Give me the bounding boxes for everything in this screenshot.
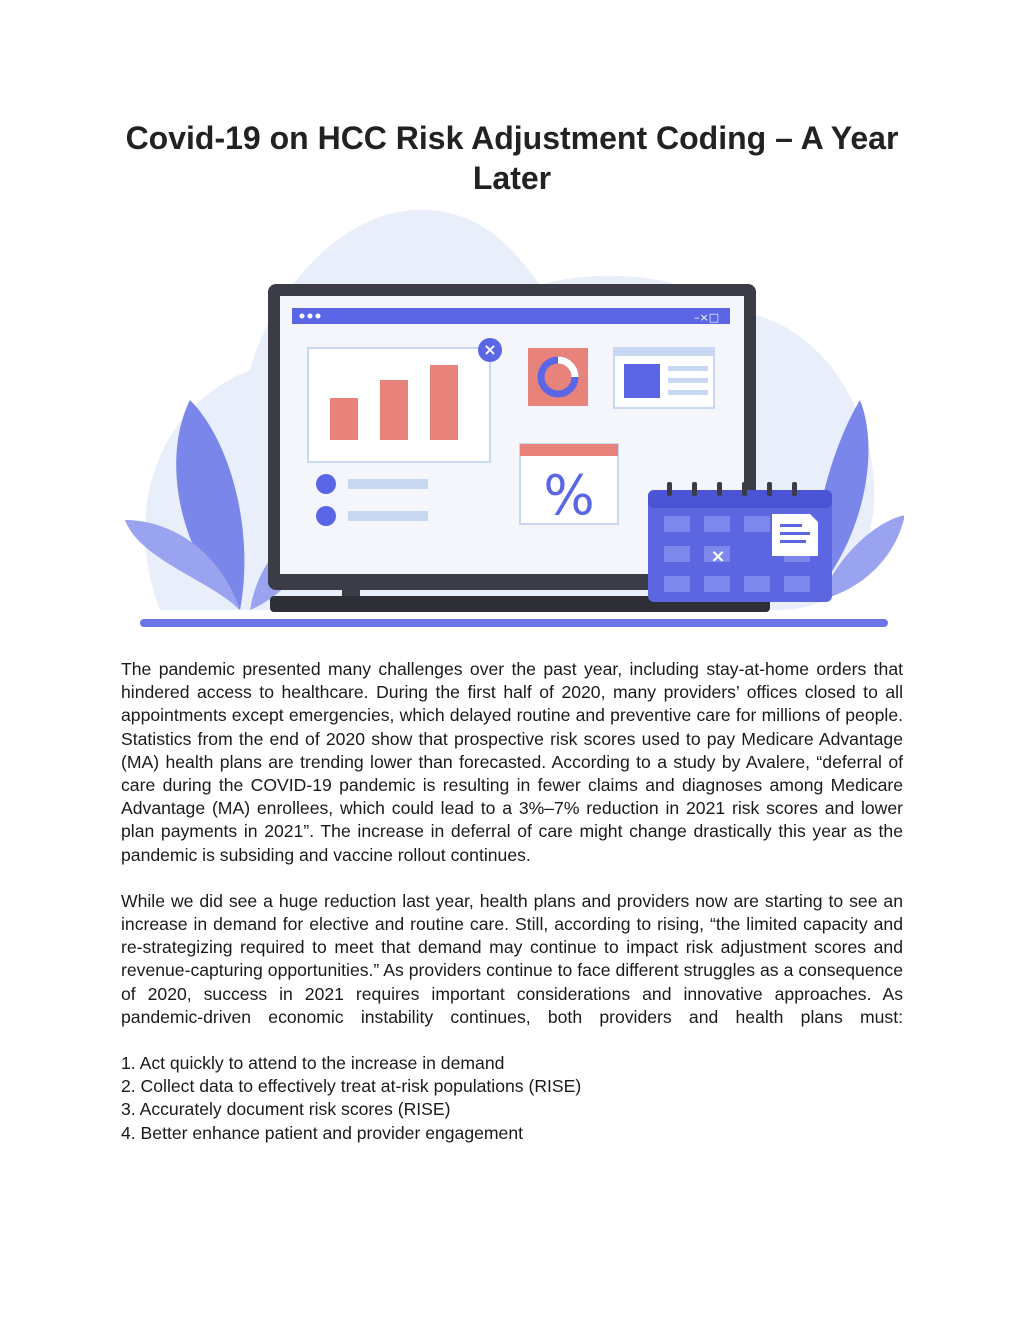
action-list <box>121 1052 903 1145</box>
desk-line <box>140 619 888 627</box>
document-title: Covid-19 on HCC Risk Adjustment Coding – A Year Later <box>125 120 899 196</box>
list-item: 4. Better enhance patient and provider engagement <box>121 1122 524 1143</box>
laptop-analytics-illustration <box>120 200 904 640</box>
bar <box>430 365 458 440</box>
list-line <box>348 511 428 521</box>
list-dot-icon <box>316 506 336 526</box>
bar <box>330 398 358 440</box>
list-item: 1. Act quickly to attend to the increase in demand <box>121 1053 505 1074</box>
list-item: 2. Collect data to effectively treat at-risk populations (RISE) <box>121 1076 582 1097</box>
window-title-bar <box>292 308 730 324</box>
paragraph-demand: While we did see a huge reduction last year, health plans and providers now are starting to see an increase in demand for elective and routine care. Still, according to rising, “the limited capacity and re-strategizing required to meet that demand may continue to impact risk adjustment scores and revenue-capturing opportunities.” As providers continue to face different struggles as a consequence of 2020, success in 2021 requires important considerations and innovative approaches. As pandemic-driven economic instability continues, both providers and health plans must: <box>121 890 903 1027</box>
window-controls-icon: –×□ <box>694 311 720 324</box>
list-dot-icon <box>316 474 336 494</box>
percent-icon: % <box>543 464 595 527</box>
article-body <box>121 658 903 1145</box>
list-item: 3. Accurately document risk scores (RISE) <box>121 1099 451 1120</box>
paragraph-intro: The pandemic presented many challenges over the past year, including stay-at-home orders that hindered access to healthcare. During the first half of 2020, many providers’ offices closed to all appointments except emergencies, which delayed routine and preventive care for millions of people. Statistics from the end of 2020 show that prospective risk scores used to pay Medicare Advantage (MA) health plans are trending lower than forecasted. According to a study by Avalere, “deferral of care during the COVID-19 pandemic is resulting in fewer claims and diagnoses among Medicare Advantage (MA) enrollees, which could lead to a 3%–7% reduction in 2021 risk scores and lower plan payments in 2021”. The increase in deferral of care might change drastically this year as the pandemic is subsiding and vaccine rollout continues. <box>121 659 903 865</box>
window-dot-icon <box>300 314 305 319</box>
calendar-icon <box>648 482 832 602</box>
window-dot-icon <box>308 314 313 319</box>
window-dot-icon <box>316 314 321 319</box>
svg-text:×: × <box>483 340 497 359</box>
svg-text:×: × <box>710 546 726 567</box>
bar <box>380 380 408 440</box>
info-card-image <box>624 364 660 398</box>
list-line <box>348 479 428 489</box>
